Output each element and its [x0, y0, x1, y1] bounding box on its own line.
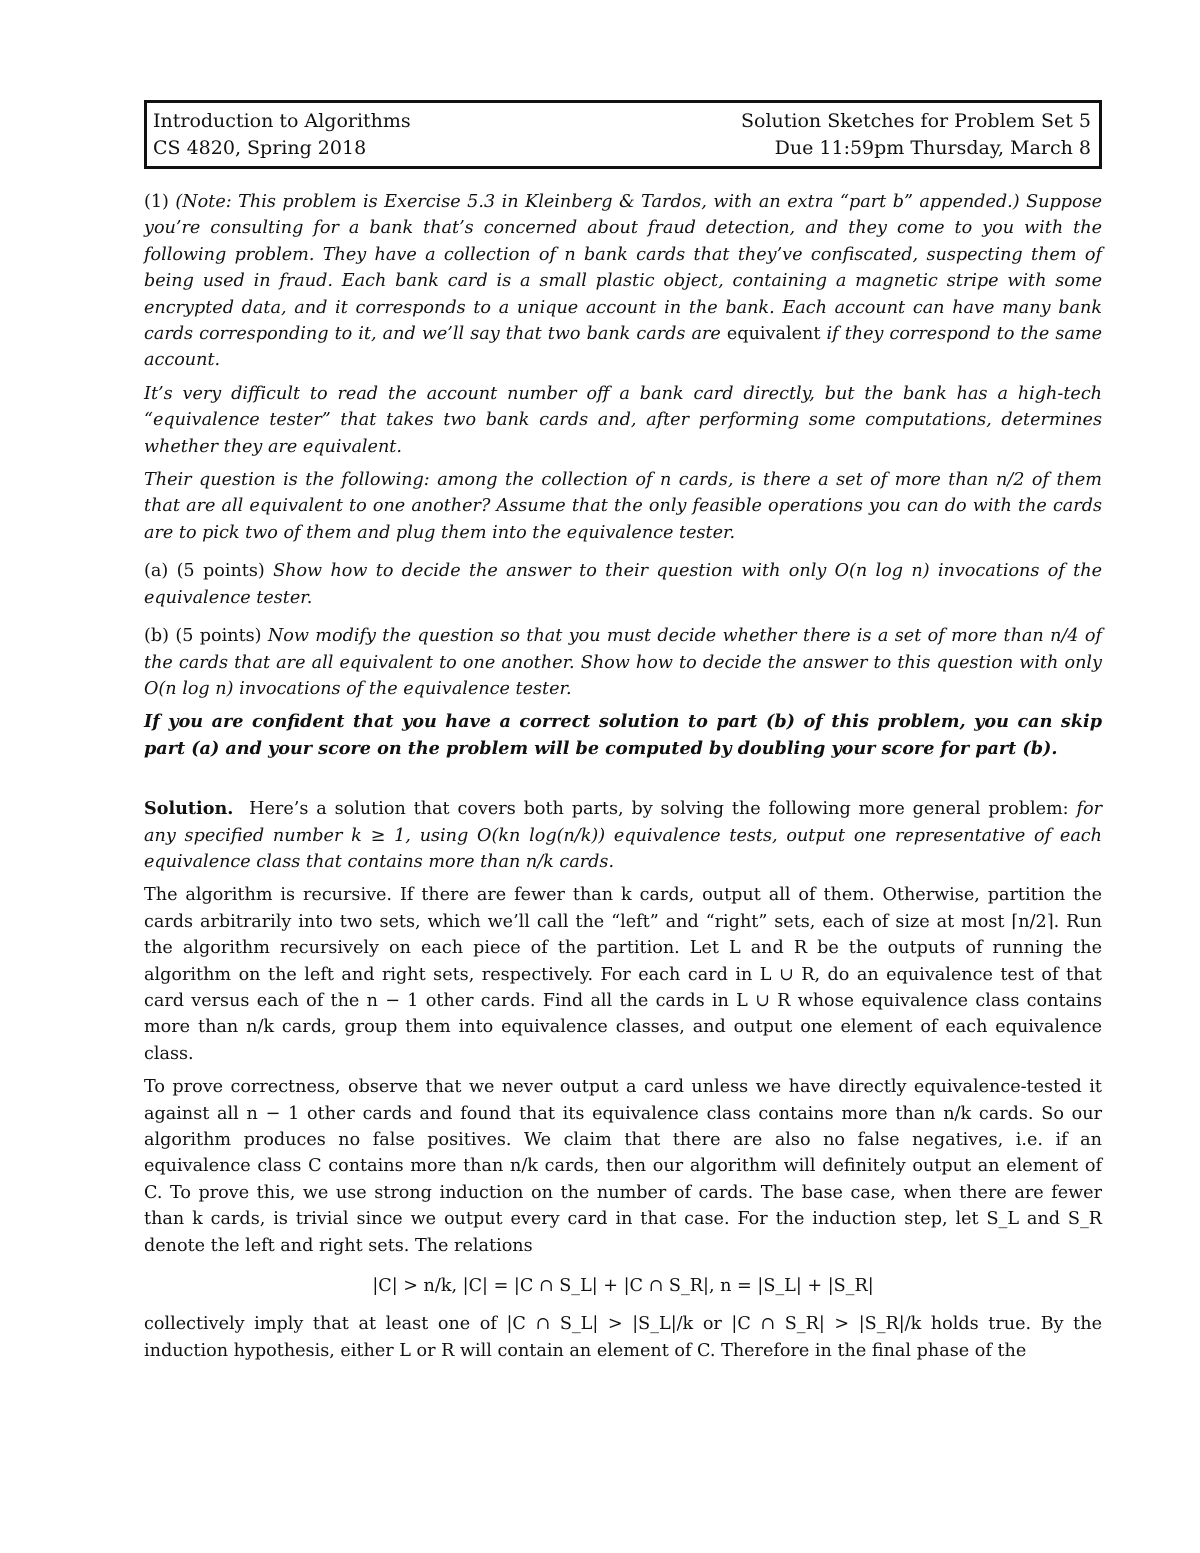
part-b-label: (b) [144, 626, 169, 647]
term-equivalent: equivalent [726, 324, 821, 345]
header-row-2 [153, 135, 1091, 162]
header-box [144, 100, 1102, 169]
display-equation: |C| > n/k, |C| = |C ∩ S_L| + |C ∩ S_R|, n = |S_L| + |S_R| [372, 1276, 874, 1297]
part-a-text: Show how to decide the answer to their question with only O(n log n) invocations of the equivalence tester. [144, 561, 1102, 608]
part-a [144, 558, 1102, 611]
due-date: Due 11:59pm Thursday, March 8 [774, 137, 1091, 159]
course-title: Introduction to Algorithms [153, 110, 411, 132]
problem-paragraph-1a: Suppose you’re consulting for a bank that’s concerned about fraud detection, and they come to you with the following problem. They have a collection of n bank cards that they’ve confiscated, suspecting them of being used in fraud. Each bank card is a small plastic object, containing a magnetic stripe with some encrypted data, and it corresponds to a unique account in the bank. Each account can have many bank cards corresponding to it, and we’ll say that two bank cards are [144, 192, 1103, 345]
problem-number: (1) [144, 192, 169, 212]
part-b-points: (5 points) [175, 626, 262, 647]
solution-intro-italic: for any specified number k ≥ 1, using O(kn log(n/k)) equivalence tests, output one representative of each equivalence class that contains more than n/k cards. [144, 799, 1103, 872]
correctness-paragraph: To prove correctness, observe that we never output a card unless we have directly equivalence-tested it against all n − 1 other cards and found that its equivalence class contains more than n/k cards. So our algorithm produces no false positives. We claim that there are also no false negatives, i.e. if an equivalence class C contains more than n/k cards, then our algorithm will definitely output an element of C. To prove this, we use strong induction on the number of cards. The base case, when there are fewer than k cards, is trivial since we output every card in that case. For the induction step, let S_L and S_R denote the left and right sets. The relations [144, 1077, 1102, 1256]
problem-note-paragraph [144, 189, 1102, 374]
part-a-label: (a) [144, 561, 169, 582]
course-code: CS 4820, Spring 2018 [153, 137, 367, 159]
conclusion-paragraph: collectively imply that at least one of |C ∩ S_L| > |S_L|/k or |C ∩ S_R| > |S_R|/k holds true. By the induction hypothesis, either L or R will contain an element of C. Therefore in the final phase of the [144, 1314, 1102, 1361]
problem-note: (Note: This problem is Exercise 5.3 in Kleinberg & Tardos, with an extra “part b” appended.) [175, 192, 1020, 212]
solution-intro [144, 796, 1102, 875]
document-page [144, 100, 1102, 1364]
header-row-1 [153, 108, 1091, 135]
part-b-text: Now modify the question so that you must decide whether there is a set of more than n/4 of the cards that are all equivalent to one another. Show how to decide the answer to this question with only O(n log n) invocations of the equivalence tester. [144, 626, 1103, 699]
algorithm-paragraph: The algorithm is recursive. If there are fewer than k cards, output all of them. Otherwise, partition the cards arbitrarily into two sets, which we’ll call the “left” and “right” sets, each of size at most ⌈n/2⌉. Run the algorithm recursively on each piece of the partition. Let L and R be the outputs of running the algorithm on the left and right sets, respectively. For each card in L ∪ R, do an equivalence test of that card versus each of the n − 1 other cards. Find all the cards in L ∪ R whose equivalence class contains more than n/k cards, group them into equivalence classes, and output one element of each equivalence class. [144, 885, 1102, 1064]
part-b [144, 623, 1102, 702]
problem-paragraph-2: It’s very difficult to read the account number off a bank card directly, but the bank has a high-tech “equivalence tester” that takes two bank cards and, after performing some computations, determines whether they are equivalent. [144, 383, 1102, 457]
bold-note: If you are confident that you have a correct solution to part (b) of this problem, you can skip part (a) and your score on the problem will be computed by doubling your score for part (b). [144, 711, 1102, 759]
doc-title: Solution Sketches for Problem Set 5 [741, 110, 1091, 132]
problem-paragraph-3: Their question is the following: among the collection of n cards, is there a set of more than n/2 of them that are all equivalent to one another? Assume that the only feasible operations you can do with the cards are to pick two of them and plug them into the equivalence tester. [144, 470, 1102, 543]
solution-label: Solution. [144, 798, 234, 820]
solution-section [144, 796, 1102, 1364]
problem-section [144, 189, 1102, 762]
solution-intro-plain: Here’s a solution that covers both parts, by solving the following more general problem: [249, 799, 1069, 820]
problem-paragraph-1b: if they correspond to the same account. [144, 324, 1103, 371]
part-a-points: (5 points) [176, 561, 265, 582]
